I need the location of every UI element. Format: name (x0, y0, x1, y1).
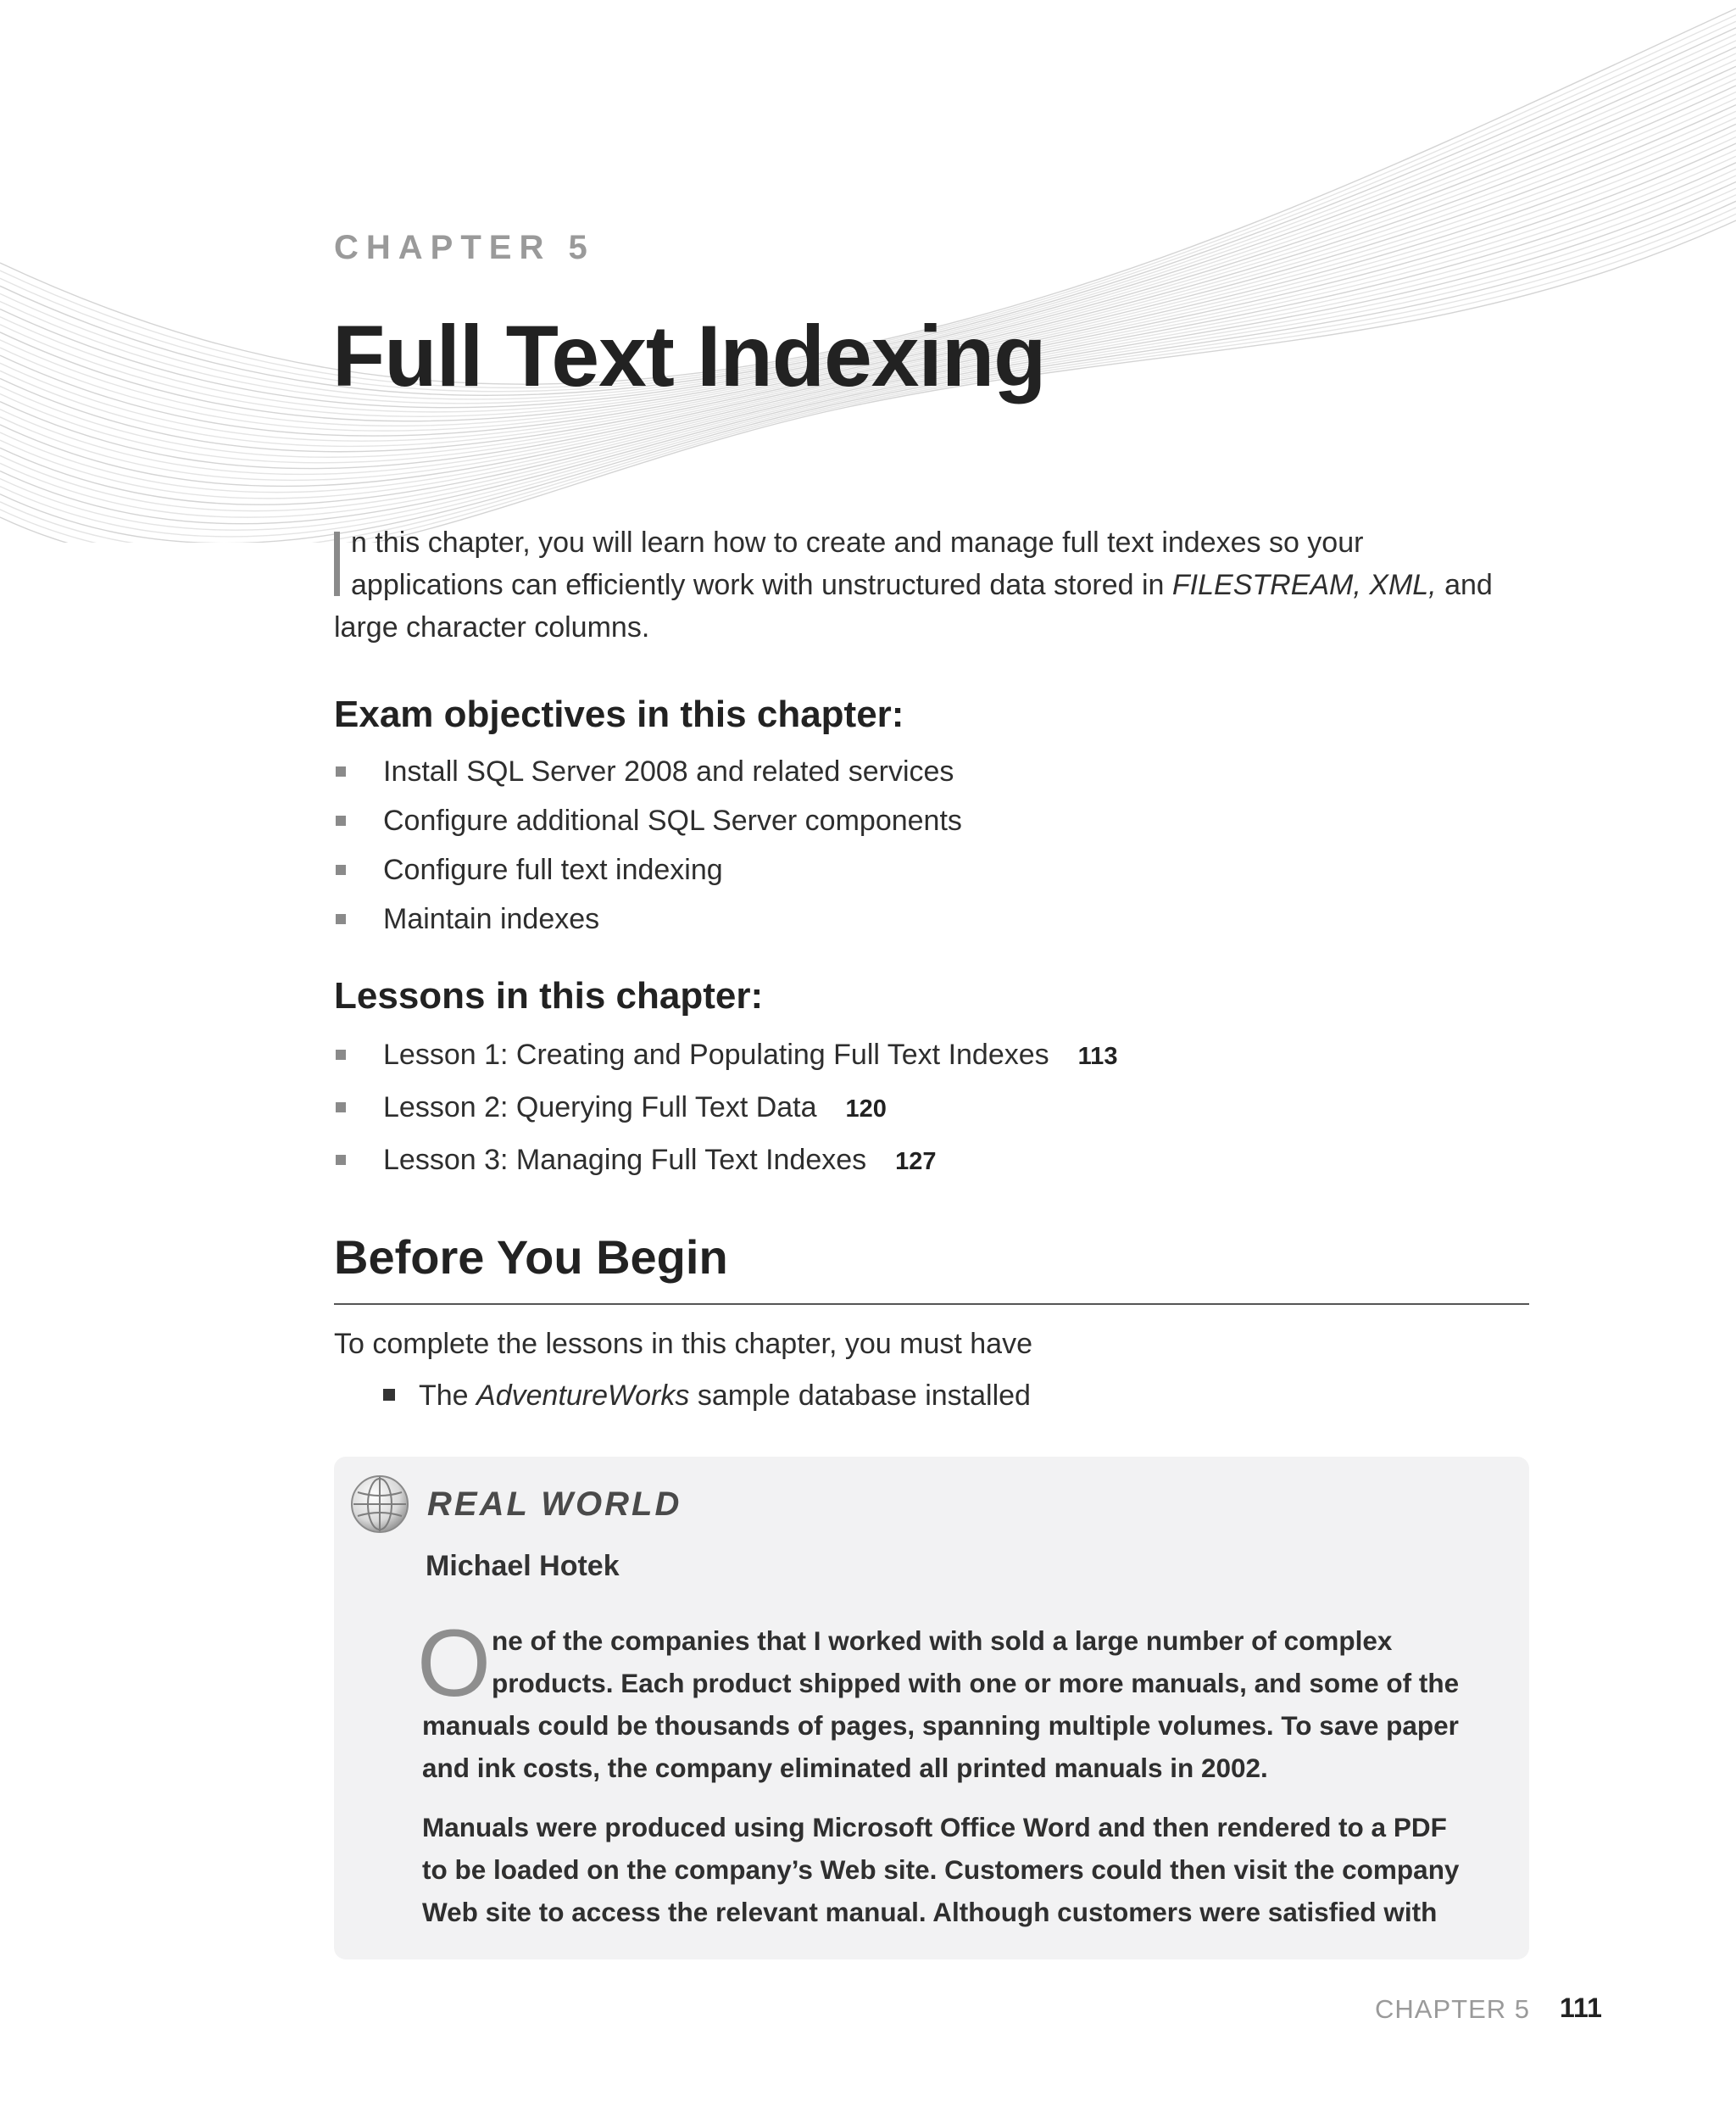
lesson-label: Lesson 2: Querying Full Text Data (383, 1091, 817, 1123)
requirement-text: The (419, 1379, 477, 1412)
swoosh-line (0, 131, 1736, 475)
real-world-paragraph-2 (422, 1806, 1473, 1933)
square-bullet-icon (336, 766, 346, 777)
chapter-label: CHAPTER 5 (334, 229, 595, 266)
real-world-line: and ink costs, the company eliminated all printed manuals in 2002. (422, 1753, 1268, 1783)
objectives-heading: Exam objectives in this chapter: (334, 694, 904, 735)
square-bullet-icon (336, 1155, 346, 1165)
real-world-line: ne of the companies that I worked with sold a large number of complex (492, 1625, 1393, 1656)
list-item (334, 895, 962, 944)
lesson-item (334, 1028, 1117, 1081)
list-item (334, 845, 962, 895)
intro-text: applications can efficiently work with unstructured data stored in (351, 569, 1172, 601)
square-bullet-icon (383, 1389, 395, 1401)
lesson-page-number: 120 (845, 1095, 887, 1123)
objective-text: Maintain indexes (383, 903, 600, 935)
intro-text: and (1436, 569, 1493, 601)
square-bullet-icon (336, 914, 346, 924)
real-world-line: products. Each product shipped with one or more manuals, and some of the (492, 1668, 1460, 1698)
intro-paragraph (334, 521, 1538, 649)
real-world-body (417, 1610, 1473, 1933)
objectives-list (334, 747, 962, 944)
chapter-title: Full Text Indexing (332, 308, 1046, 404)
requirement-item (383, 1379, 1031, 1413)
lesson-item (334, 1134, 1117, 1186)
swoosh-line (0, 124, 1736, 468)
before-you-begin-text: To complete the lessons in this chapter, you must have (334, 1328, 1033, 1360)
lessons-list (334, 1028, 1117, 1186)
decorative-swoosh-lines (0, 0, 1736, 543)
footer-chapter-label: CHAPTER 5 (1375, 1994, 1530, 2024)
globe-icon (349, 1474, 410, 1535)
objective-text: Configure full text indexing (383, 854, 723, 886)
real-world-paragraph-1 (417, 1610, 1473, 1789)
lesson-page-number: 113 (1077, 1043, 1118, 1070)
intro-line-2 (334, 564, 1538, 606)
real-world-line: manuals could be thousands of pages, spanning multiple volumes. To save paper (422, 1710, 1459, 1741)
real-world-author: Michael Hotek (426, 1550, 620, 1582)
real-world-line: Web site to access the relevant manual. Although customers were satisfied with (422, 1897, 1438, 1927)
footer-page-number: 111 (1560, 1993, 1602, 2023)
intro-line-1: n this chapter, you will learn how to create and manage full text indexes so your (351, 527, 1364, 559)
requirement-emphasis: AdventureWorks (476, 1379, 690, 1412)
square-bullet-icon (336, 1050, 346, 1060)
swoosh-line (0, 118, 1736, 463)
real-world-title: REAL WORLD (427, 1485, 682, 1523)
square-bullet-icon (336, 865, 346, 875)
drop-cap-bar (334, 532, 340, 596)
section-divider (334, 1303, 1529, 1305)
drop-cap-letter: O (417, 1610, 492, 1716)
list-item (334, 796, 962, 845)
lesson-label: Lesson 1: Creating and Populating Full Text Indexes (383, 1039, 1049, 1071)
objective-text: Install SQL Server 2008 and related services (383, 755, 954, 788)
lesson-item (334, 1081, 1117, 1134)
square-bullet-icon (336, 816, 346, 826)
before-you-begin-heading: Before You Begin (334, 1230, 728, 1284)
real-world-line: Manuals were produced using Microsoft Office Word and then rendered to a PDF (422, 1812, 1447, 1842)
objective-text: Configure additional SQL Server components (383, 805, 962, 837)
requirement-text: sample database installed (689, 1379, 1031, 1412)
real-world-line: to be loaded on the company’s Web site. Customers could then visit the company (422, 1854, 1460, 1885)
lessons-heading: Lessons in this chapter: (334, 975, 764, 1017)
intro-emphasis: FILESTREAM, XML, (1171, 569, 1437, 601)
intro-line-3: large character columns. (334, 611, 650, 644)
square-bullet-icon (336, 1102, 346, 1112)
lesson-page-number: 127 (895, 1148, 937, 1175)
lesson-label: Lesson 3: Managing Full Text Indexes (383, 1144, 867, 1176)
list-item (334, 747, 962, 796)
